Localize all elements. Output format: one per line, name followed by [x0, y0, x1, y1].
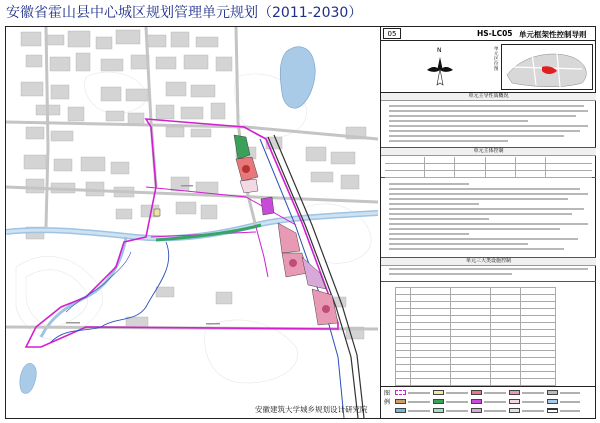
facilities-table: [395, 287, 556, 386]
legend-swatch-water: [547, 399, 558, 404]
parcel-pink-marker-2: [322, 305, 330, 313]
legend-swatch-utility: [395, 408, 406, 413]
legend-swatch-boundary: [395, 390, 406, 395]
overview-text: [389, 105, 588, 145]
location-label: 单元区位图: [494, 47, 499, 72]
section-facilities-title: 单元三大类设施控制: [381, 258, 596, 266]
guidance-text: [389, 183, 588, 253]
section-facilities: [381, 258, 596, 282]
legend-swatch-commercial: [471, 390, 482, 395]
legend-swatch-culture: [471, 399, 482, 404]
guidance-panel: [380, 27, 595, 418]
section-control-title: 单元主体控制: [381, 148, 596, 156]
section-overview-title: 单元主导性质概况: [381, 93, 596, 101]
institute-credit: 安徽建筑大学城乡规划设计研究院: [255, 405, 368, 414]
panel-heading: 单元框架性控制导则: [519, 30, 587, 39]
legend-swatch-school: [509, 399, 520, 404]
facilities-table-block: [381, 282, 596, 387]
legend-label: 图例: [384, 390, 391, 406]
legend-swatch-industrial: [395, 399, 406, 404]
panel-header: [381, 27, 596, 41]
legend-swatch-green: [433, 399, 444, 404]
legend-swatch-admin: [509, 390, 520, 395]
parcel-yellow: [154, 209, 160, 216]
legend-swatch-railway: [547, 408, 558, 413]
unit-code: HS-LC05: [477, 29, 513, 38]
legend-swatch-plaza: [433, 408, 444, 413]
location-map: [501, 44, 593, 90]
section-guidance-text: [381, 178, 596, 258]
parcel-purple: [261, 197, 274, 215]
control-table: [385, 157, 592, 178]
section-control-table: [381, 148, 596, 178]
planning-map: [6, 27, 378, 418]
legend-swatch-residential: [433, 390, 444, 395]
section-overview: [381, 93, 596, 148]
sheet-number: 05: [383, 28, 401, 39]
compass-icon: [425, 55, 455, 89]
compass-n-label: N: [437, 47, 442, 54]
map-canvas[interactable]: [6, 27, 378, 418]
overview-block: [381, 41, 596, 93]
legend-swatch-other: [509, 408, 520, 413]
compass: [425, 47, 455, 87]
parcel-red-marker: [242, 165, 250, 173]
location-map-graphic: [502, 45, 592, 89]
parcel-pink-marker: [289, 259, 297, 267]
map-title: 安徽省霍山县中心城区规划管理单元规划（2011-2030）: [6, 5, 363, 21]
legend-swatch-hospital: [471, 408, 482, 413]
legend-swatch-road: [547, 390, 558, 395]
map-legend: [381, 387, 596, 418]
